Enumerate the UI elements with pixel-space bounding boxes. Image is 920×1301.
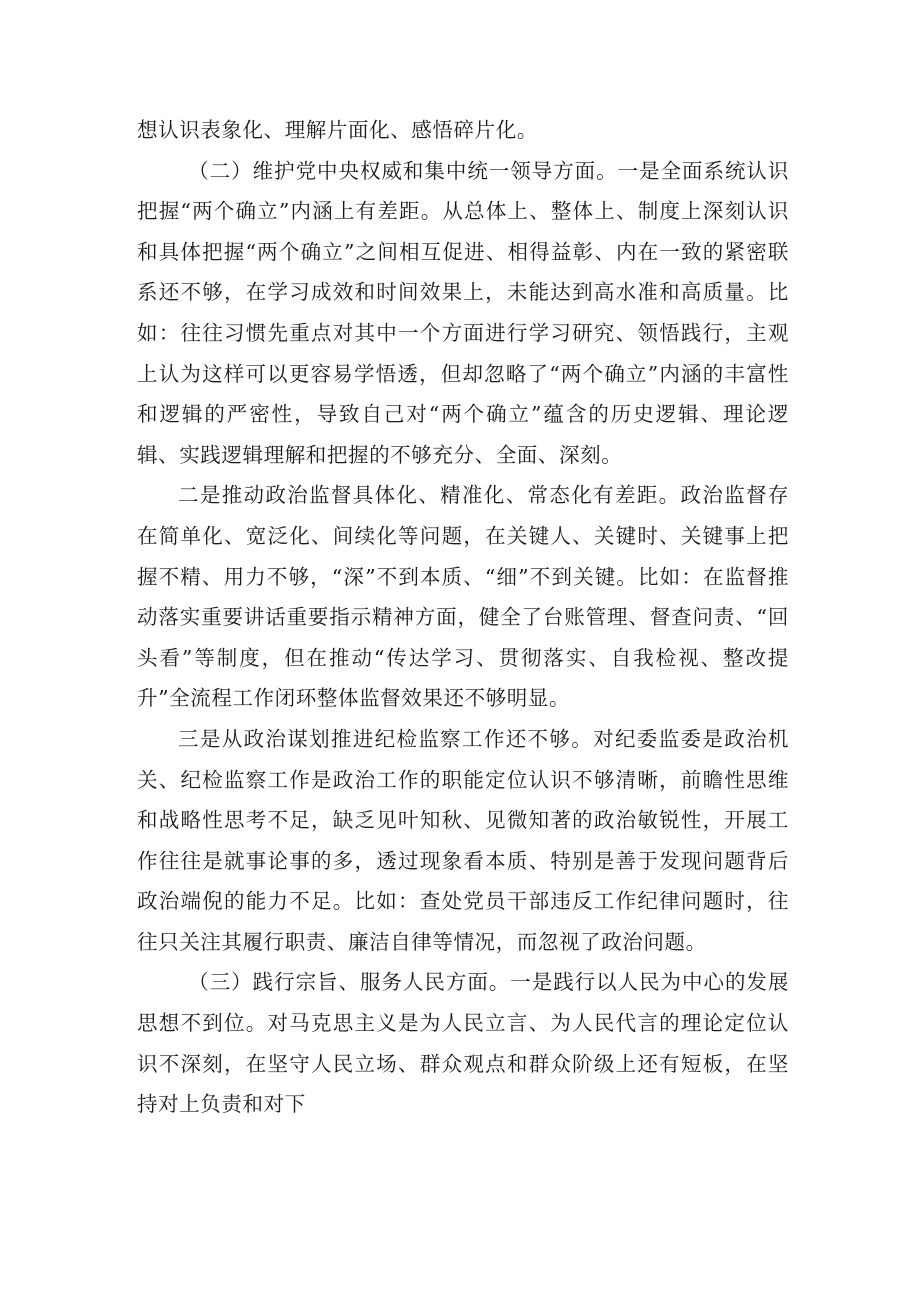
document-body (137, 110, 789, 1125)
paragraph-point-two: 二是推动政治监督具体化、精准化、常态化有差距。政治监督存在简单化、宽泛化、间续化等问题，在关键人、关键时、关键事上把握不精、用力不够，“深”不到本质、“细”不到关键。比如：在监督推动落实重要讲话重要指示精神方面，健全了台账管理、督查问责、“回头看”等制度，但在推动“传达学习、贯彻落实、自我检视、整改提升”全流程工作闭环整体监督效果还不够明显。 (137, 483, 789, 711)
paragraph-continuation: 想认识表象化、理解片面化、感悟碎片化。 (137, 118, 538, 142)
paragraph-section-three: （三）践行宗旨、服务人民方面。一是践行以人民为中心的发展思想不到位。对马克思主义是为人民立言、为人民代言的理论定位认识不深刻，在坚守人民立场、群众观点和群众阶级上还有短板，在坚持对上负责和对下 (137, 970, 789, 1117)
paragraph-section-two: （二）维护党中央权威和集中统一领导方面。一是全面系统认识把握“两个确立”内涵上有差距。从总体上、整体上、制度上深刻认识和具体把握“两个确立”之间相互促进、相得益彰、内在一致的紧密联系还不够，在学习成效和时间效果上，未能达到高水准和高质量。比如：往往习惯先重点对其中一个方面进行学习研究、领悟践行，主观上认为这样可以更容易学悟透，但却忽略了“两个确立”内涵的丰富性和逻辑的严密性，导致自己对“两个确立”蕴含的历史逻辑、理论逻辑、实践逻辑理解和把握的不够充分、全面、深刻。 (137, 158, 789, 467)
paragraph-point-three: 三是从政治谋划推进纪检监察工作还不够。对纪委监委是政治机关、纪检监察工作是政治工作的职能定位认识不够清晰，前瞻性思维和战略性思考不足，缺乏见叶知秋、见微知著的政治敏锐性，开展工作往往是就事论事的多，透过现象看本质、特别是善于发现问题背后政治端倪的能力不足。比如：查处党员干部违反工作纪律问题时，往往只关注其履行职责、廉洁自律等情况，而忽视了政治问题。 (137, 726, 789, 954)
